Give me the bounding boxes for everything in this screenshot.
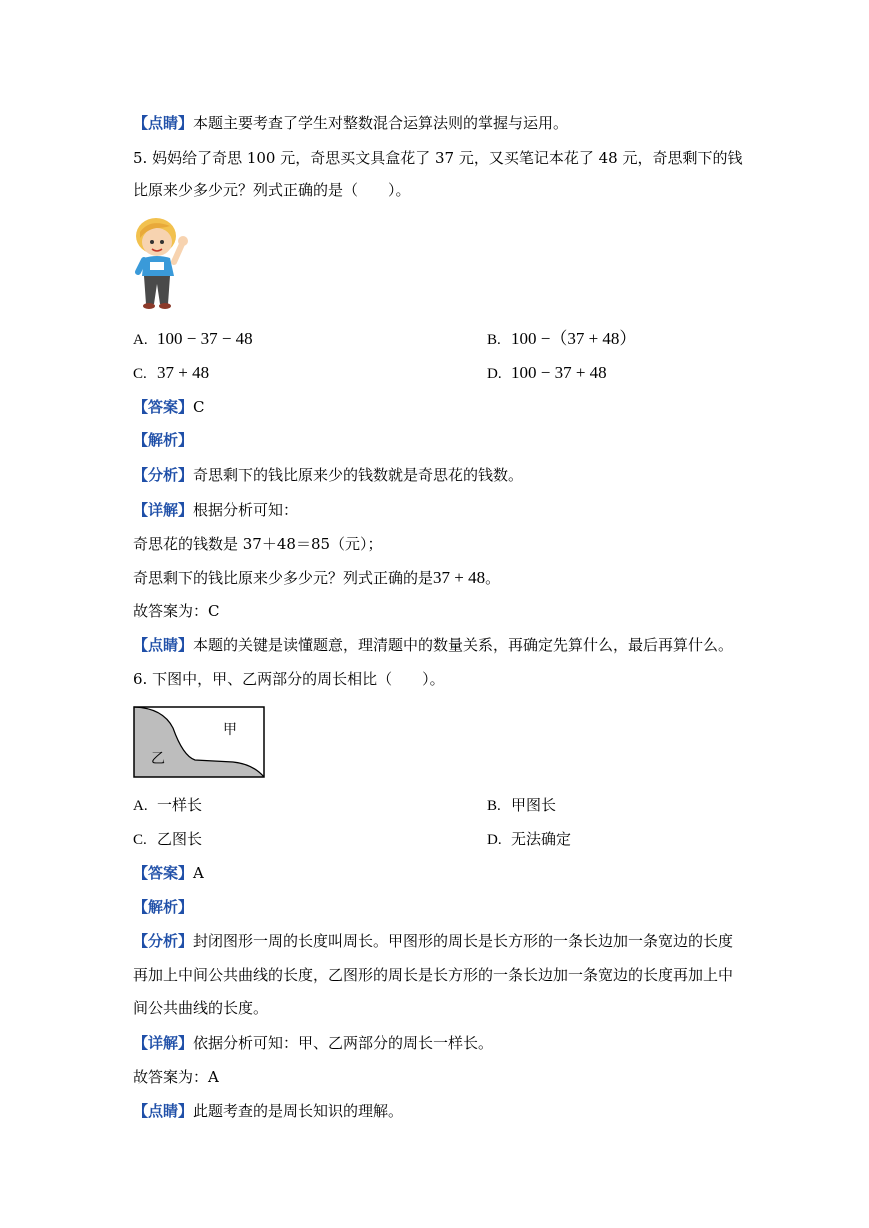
q6-xiangjie: 【详解】依据分析可知：甲、乙两部分的周长一样长。 [133,1034,494,1052]
comment-tag: 【点睛】 [133,114,194,132]
q5-stem-line2: 比原来少多少元？列式正确的是（ ）。 [133,181,411,199]
q5-conclusion: 奇思剩下的钱比原来少多少元？列式正确的是37 + 48。 [133,568,501,587]
q5-option-a[interactable]: A. 100 − 37 − 48 [133,329,253,348]
q6-dianjing: 【点睛】此题考查的是周长知识的理解。 [133,1102,404,1120]
perimeter-figure [133,706,265,778]
q6-answer: 【答案】A [133,864,204,882]
q5-answer: 【答案】C [133,398,205,416]
q5-stem-line1: 5. 妈妈给了奇思 100 元，奇思买文具盒花了 37 元，又买笔记本花了 48 元，奇思剩下的钱 [133,149,743,167]
q5-calc-line: 奇思花的钱数是 37＋48＝85（元）； [133,535,383,553]
q5-option-d[interactable]: D. 100 − 37 + 48 [487,363,607,382]
prev-comment [133,113,568,133]
q6-fenxi-line2: 再加上中间公共曲线的长度，乙图形的周长是长方形的一条长边加一条宽边的长度再加上中 [133,966,734,984]
q5-option-b[interactable]: B. 100 −（37 + 48） [487,329,637,348]
q6-analysis-heading: 【解析】 [133,898,194,916]
q5-dianjing: 【点睛】本题的关键是读懂题意，理清题中的数量关系，再确定先算什么，最后再算什么。 [133,636,734,654]
label-yi: 乙 [151,751,165,767]
q5-option-c[interactable]: C. 37 + 48 [133,363,210,382]
q6-option-d[interactable]: D. 无法确定 [487,830,572,848]
q5-fenxi: 【分析】奇思剩下的钱比原来少的钱数就是奇思花的钱数。 [133,466,524,484]
q5-xiangjie: 【详解】根据分析可知： [133,501,299,519]
q6-figure [133,706,265,778]
q6-final: 故答案为：A [133,1068,219,1086]
q5-analysis-heading: 【解析】 [133,431,194,449]
comment-text: 本题主要考查了学生对整数混合运算法则的掌握与运用。 [193,114,569,132]
q6-fenxi-line1: 【分析】封闭图形一周的长度叫周长。甲图形的周长是长方形的一条长边加一条宽边的长度 [133,932,734,950]
q6-fenxi-line3: 间公共曲线的长度。 [133,999,269,1017]
q6-stem: 6. 下图中，甲、乙两部分的周长相比（ ）。 [133,670,445,688]
q6-option-a[interactable]: A. 一样长 [133,796,203,814]
q6-option-c[interactable]: C. 乙图长 [133,830,203,848]
q5-final: 故答案为：C [133,602,220,620]
boy-illustration [130,214,198,314]
label-jia: 甲 [223,722,237,738]
q6-option-b[interactable]: B. 甲图长 [487,796,557,814]
